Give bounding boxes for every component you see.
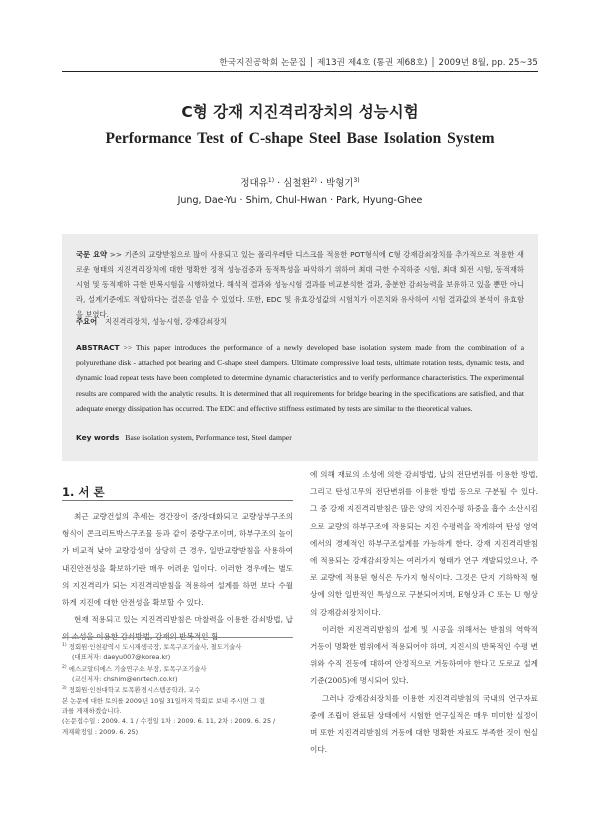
author-name: 정대유 <box>240 178 268 189</box>
footnote-line <box>62 684 293 695</box>
body-paragraph: 최근 교량건설의 추세는 경간장이 중/장대화되고 교량상부구조의 형식이 콘크리트박스구조물 등과 같이 중량구조이며, 하부구조의 높이가 비교적 낮아 교량강성이 상당히 큰 경우, 일반교량받침을 사용하여 내진안전성을 확보하기란 매우 어려운 일이다. 이러한 경우에는 별도의 지진격리가 되는 지진격리받침을 적용하여 설계를 하면 보다 수월하게 지진에 대한 안전성을 확보할 수 있다. <box>62 512 293 608</box>
footnote-rule <box>62 637 293 638</box>
section-title: 서 론 <box>78 485 105 499</box>
section-heading <box>62 484 105 500</box>
abstract-korean <box>76 247 524 322</box>
footnote-line <box>62 716 293 726</box>
footnote-line <box>62 652 293 662</box>
keywords-korean-text: 지진격리장치, 성능시험, 강재감쇠장치 <box>105 317 228 326</box>
footnote-text: (대표저자: daeyu007@korea.kr) <box>72 653 171 662</box>
body-column-right <box>310 466 538 758</box>
keywords-english-text: Base isolation system, Performance test, Steel damper <box>125 433 292 442</box>
abstract-english-text: This paper introduces the performance of a newly developed base isolation system made from the combination of a polyurethane disk - attached pot bearing and C-shape steel dampers. Ultimate compressive load tests, ultimate rotation tests, dynamic tests, and dynamic load repeat tests have been completed to determine dynamic characteristics and to verify performance characteristics. The experimental results are compared with the analytic results. It is determined that all requirements for bridge bearing in the specifications are satisfied, and that adequate energy dissipation has occurred. The EDC and effective stiffness estimated by tests are similar to the theoretical values. <box>76 343 524 413</box>
keywords-english-label: Key words <box>76 433 120 442</box>
keywords-korean-label: 주요어 <box>76 317 98 326</box>
keywords-korean <box>76 317 227 327</box>
authors-korean <box>0 175 600 189</box>
footnote-mark: 2) <box>62 664 67 670</box>
author-name: 심철환 <box>283 178 311 189</box>
authors-english: Jung, Dae-Yu · Shim, Chul-Hwan · Park, Hyung-Ghee <box>177 195 423 206</box>
footnote-text: 정회원·인천대학교 토목환경시스템공학과, 교수 <box>68 686 201 695</box>
footnote-line <box>62 727 293 737</box>
body-paragraph: 그러나 강재감쇠장치를 이용한 지진격리받침의 국내의 연구자료 중에 조립이 완료된 상태에서 시험한 연구실적은 매우 미미한 실정이며 또한 지진격리받침의 거동에 대한 명확한 자료도 부족한 것이 현실이다. <box>310 693 538 755</box>
author-affiliation-mark: 3) <box>353 176 360 184</box>
footnote-mark: 3) <box>62 686 67 692</box>
running-header: 한국지진공학회 논문집 │ 제13권 제4호 (통권 제68호) │ 2009년 8월, pp. 25~35 <box>219 58 538 68</box>
footnote-line <box>62 663 293 674</box>
author-name: 박형기 <box>325 178 354 189</box>
abstract-marker: >> <box>119 343 136 352</box>
abstract-english-label: ABSTRACT <box>76 343 120 352</box>
footnote-mark: 1) <box>62 643 67 648</box>
footnote-text: (논문접수일 : 2009. 4. 1 / 수정일 1차 : 2009. 6. 11, 2차 : 2009. 6. 25 / <box>62 717 276 726</box>
footnote-line <box>62 674 293 684</box>
footnote-text: 에스코알티에스 기술연구소 부장, 토목구조기술사 <box>68 664 207 673</box>
abstract-marker: >> <box>107 250 125 259</box>
keywords-english <box>76 433 292 442</box>
author-separator: · <box>274 178 284 189</box>
footnote-text: 정회원·인천광역시 도시재생국장, 토목구조기술사, 철도기술사 <box>68 643 242 652</box>
section-rule <box>62 500 293 501</box>
title-korean: C형 강재 지진격리장치의 성능시험 <box>181 103 419 121</box>
abstract-korean-label: 국문 요약 <box>76 250 108 259</box>
body-paragraph: 현재 적용되고 있는 지진격리받침은 마찰력을 이용한 감쇠방법, 납의 소성을 이용한 감쇠방법, 강재의 반복적인 휨 <box>62 615 293 642</box>
body-column-left <box>62 508 293 646</box>
body-paragraph: 이러한 지진격리받침의 설계 및 시공을 위해서는 받침의 역학적 거동이 명확한 범위에서 적용되어야 하며, 지진시의 반복적인 수평 변위와 수직 진동에 대하여 안정적으로 거동하여야 한다고 도로교 설계기준(2005)에 명시되어 있다. <box>310 624 538 686</box>
body-paragraph: 에 의해 재료의 소성에 의한 감쇠방법, 납의 전단변위를 이용한 방법, 그리고 탄성고무의 전단변위를 이용한 방법 등으로 구분될 수 있다. 그 중 강재 지진격리받침은 많은 양의 지진수평 하중을 흡수 소산시킴으로 교량의 하부구조에 작용되는 지진 수평력을 작게하여 탄성 영역에서의 경제적인 하부구조설계를 가능하게 한다. 강재 지진격리받침에 적용되는 강재감쇠장치는 여러가지 형태가 연구 개발되었으나, 주로 교량에 적용된 형식은 두가지 형식이다. 그것은 단지 기하학적 형상에 의한 일반적인 특성으로 구분되어지며, E형상과 C 또는 U 형상의 강재감쇠장치이다. <box>310 470 538 617</box>
footnote-line <box>62 696 293 706</box>
abstract-english <box>76 340 524 416</box>
footnote-line <box>62 641 293 652</box>
footnote-line <box>62 706 293 716</box>
section-number: 1. <box>62 485 75 499</box>
author-affiliation-mark: 1) <box>267 176 275 184</box>
author-separator: · <box>316 178 326 189</box>
footnote-text: 게재확정일 : 2009. 6. 25) <box>62 727 139 736</box>
footnote-text: 본 논문에 대한 토의를 2009년 10월 31일까지 학회로 보내 주시면 그 결 <box>62 696 266 705</box>
footnotes <box>62 641 293 737</box>
footnote-text: (교신저자: chshim@enrtech.co.kr) <box>72 675 178 684</box>
abstract-korean-text: 기존의 교량받침으로 많이 사용되고 있는 폴리우레탄 디스크를 적용한 POT형식에 C형 강재감쇠장치를 추가적으로 적용한 새로운 형태의 지진격리장치에 대한 명확한 정적 성능검증과 동적특성을 파악하기 위하여 최대 극한 수직하중 시험, 최대 회전 시험, 동적재하 시험 및 동적재하 극한 반복시험을 시행하였다. 해석적 결과와 성능시험 결과를 비교분석한 결과, 충분한 감쇠능력을 보유하고 있을 뿐만 아니라, 설계기준에도 적합하다는 결론을 얻을 수 있었다. 또한, EDC 및 유효강성값의 시험치가 이론치와 유사하여 시험 결과값의 분석이 유효함을 보였다. <box>76 250 524 319</box>
header-rule <box>62 71 538 72</box>
author-affiliation-mark: 2) <box>310 176 317 184</box>
footnote-text: 과를 게재하겠습니다. <box>62 707 122 716</box>
title-english: Performance Test of C-shape Steel Base Isolation System <box>105 130 495 147</box>
